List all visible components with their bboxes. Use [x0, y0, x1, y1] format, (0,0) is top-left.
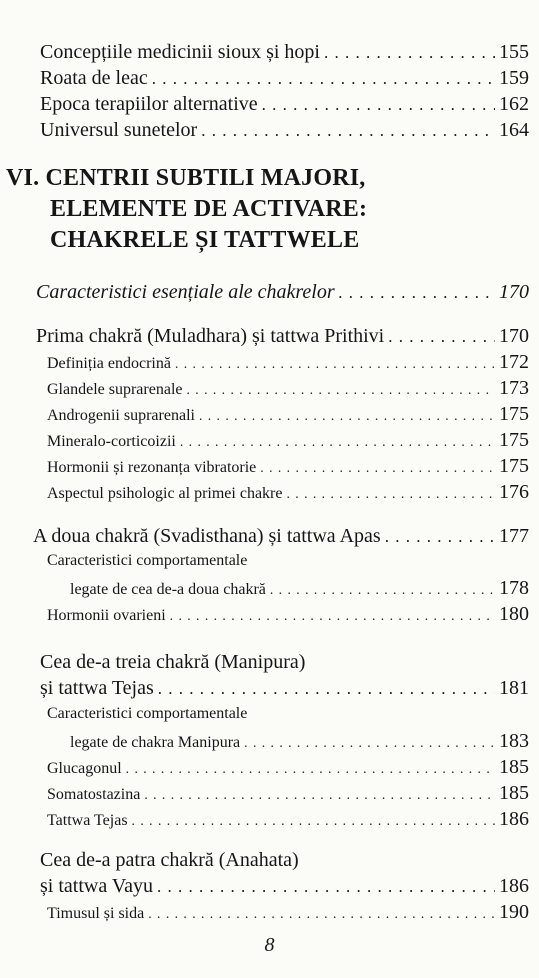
toc-entry-page: 176: [499, 481, 529, 503]
toc-subentry[interactable]: [47, 783, 529, 804]
toc-entry-page: 181: [499, 677, 529, 699]
dot-leader: [324, 44, 495, 62]
toc-entry-title: Androgenii suprarenali: [47, 407, 195, 424]
toc-entry-title: A doua chakră (Svadisthana) și tattwa Apas: [33, 525, 381, 547]
toc-entry-title: Hormonii și rezonanța vibratorie: [47, 459, 257, 476]
toc-entry-line: Cea de-a patra chakră (Anahata): [40, 849, 299, 871]
dot-leader: [157, 878, 495, 896]
toc-entry-title: Glucagonul: [47, 760, 122, 777]
toc-entry[interactable]: [36, 326, 529, 347]
toc-subentry[interactable]: [70, 578, 529, 599]
toc-entry-page: 186: [499, 875, 529, 897]
toc-entry-title: Concepțiile medicinii sioux și hopi: [40, 41, 320, 63]
chapter-title-line: CENTRII SUBTILI MAJORI,: [45, 165, 366, 191]
dot-leader: [260, 461, 495, 475]
dot-leader: [262, 96, 495, 114]
toc-subentry[interactable]: [47, 378, 529, 399]
toc-entry-page: 172: [499, 351, 529, 373]
toc-entry[interactable]: [36, 282, 529, 303]
toc-entry-title: Universul sunetelor: [40, 119, 198, 141]
chapter-heading-line-1: [6, 166, 365, 191]
dot-leader: [388, 328, 495, 346]
toc-entry-title: Prima chakră (Muladhara) și tattwa Prithivi: [36, 325, 385, 347]
toc-subentry[interactable]: [47, 352, 529, 373]
dot-leader: [158, 680, 495, 698]
toc-subentry[interactable]: [47, 404, 529, 425]
toc-entry-line: Cea de-a treia chakră (Manipura): [40, 651, 306, 673]
toc-subentry[interactable]: [70, 731, 529, 752]
toc-subentry[interactable]: [47, 456, 529, 477]
toc-subentry-line: Caracteristici comportamentale: [47, 552, 248, 569]
dot-leader: [170, 609, 495, 623]
toc-entry[interactable]: [40, 120, 529, 141]
toc-subentry[interactable]: [47, 902, 529, 923]
toc-entry-page: 173: [499, 377, 529, 399]
toc-entry-title: Timusul și sida: [47, 905, 145, 922]
toc-entry-title: legate de chakra Manipura: [70, 734, 241, 751]
toc-entry-page: 175: [499, 429, 529, 451]
toc-entry-page: 185: [499, 756, 529, 778]
toc-subentry[interactable]: [47, 482, 529, 503]
dot-leader: [132, 814, 495, 828]
toc-entry-title: Aspectul psihologic al primei chakre: [47, 485, 283, 502]
toc-entry-page: 159: [499, 67, 529, 89]
toc-entry[interactable]: [40, 678, 529, 699]
toc-entry-title: Definiția endocrină: [47, 355, 171, 372]
dot-leader: [152, 70, 495, 88]
toc-entry-title: Tattwa Tejas: [47, 812, 128, 829]
dot-leader: [180, 435, 495, 449]
toc-entry-page: 190: [499, 901, 529, 923]
toc-entry-title: și tattwa Vayu: [40, 875, 153, 897]
toc-entry-page: 170: [499, 325, 529, 347]
toc-entry-page: 180: [499, 603, 529, 625]
dot-leader: [286, 487, 495, 501]
toc-subentry-line: Caracteristici comportamentale: [47, 705, 248, 722]
dot-leader: [385, 528, 495, 546]
toc-entry-page: 162: [499, 93, 529, 115]
toc-entry[interactable]: [33, 526, 529, 547]
toc-entry-page: 185: [499, 782, 529, 804]
toc-subentry[interactable]: [47, 757, 529, 778]
toc-entry-title: Hormonii ovarieni: [47, 607, 166, 624]
toc-entry-title: Epoca terapiilor alternative: [40, 93, 258, 115]
toc-entry-title: și tattwa Tejas: [40, 677, 154, 699]
toc-entry-title: Caracteristici esențiale ale chakrelor: [36, 281, 335, 303]
toc-entry-page: 183: [499, 730, 529, 752]
toc-entry-page: 175: [499, 455, 529, 477]
dot-leader: [175, 357, 495, 371]
chapter-title-line: CHAKRELE ȘI TATTWELE: [50, 227, 360, 253]
dot-leader: [186, 383, 495, 397]
toc-subentry[interactable]: [47, 430, 529, 451]
toc-entry-page: 164: [499, 119, 529, 141]
toc-entry-title: Roata de leac: [40, 67, 148, 89]
toc-subentry[interactable]: [47, 809, 529, 830]
dot-leader: [126, 762, 495, 776]
toc-subentry[interactable]: [47, 604, 529, 625]
toc-entry-title: Somatostazina: [47, 786, 141, 803]
toc-entry-page: 186: [499, 808, 529, 830]
toc-entry-title: legate de cea de-a doua chakră: [70, 581, 266, 598]
dot-leader: [144, 788, 495, 802]
dot-leader: [270, 583, 495, 597]
toc-entry[interactable]: [40, 94, 529, 115]
page-number: 8: [264, 934, 275, 956]
toc-entry[interactable]: [40, 876, 529, 897]
toc-entry[interactable]: [40, 68, 529, 89]
toc-entry-page: 178: [499, 577, 529, 599]
dot-leader: [148, 907, 495, 921]
toc-entry-title: Mineralo-corticoizii: [47, 433, 176, 450]
toc-entry-title: Glandele suprarenale: [47, 381, 183, 398]
dot-leader: [199, 409, 495, 423]
dot-leader: [201, 122, 495, 140]
chapter-number: VI.: [6, 165, 40, 191]
toc-entry-page: 170: [499, 281, 529, 303]
dot-leader: [339, 284, 495, 302]
dot-leader: [244, 736, 495, 750]
toc-entry-page: 177: [499, 525, 529, 547]
toc-entry-page: 155: [499, 41, 529, 63]
toc-entry[interactable]: [40, 42, 529, 63]
chapter-title-line: ELEMENTE DE ACTIVARE:: [50, 196, 368, 222]
toc-entry-page: 175: [499, 403, 529, 425]
